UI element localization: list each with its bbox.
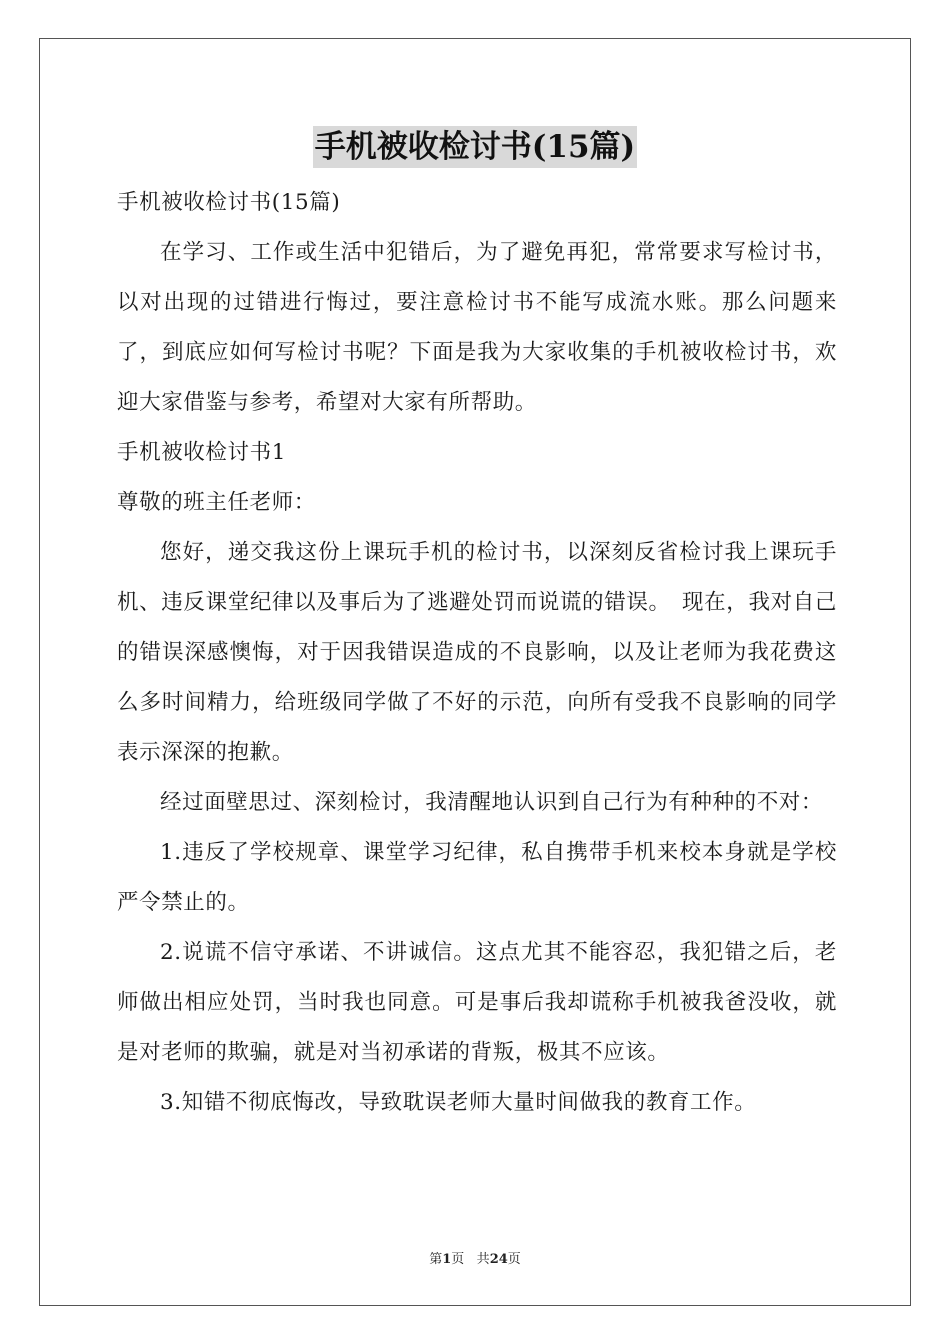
salutation: 尊敬的班主任老师： <box>117 490 316 515</box>
title-container <box>0 126 950 168</box>
total-pages: 24 <box>489 1252 508 1267</box>
section-heading: 手机被收检讨书1 <box>117 440 286 465</box>
list-item-2: 2.说谎不信守承诺、不讲诚信。这点尤其不能容忍，我犯错之后，老师做出相应处罚，当时我也同意。可是事后我却谎称手机被我爸没收，就是对老师的欺骗，就是对当初承诺的背叛，极其不应该。 <box>117 940 837 1065</box>
total-prefix: 共 <box>476 1252 490 1267</box>
document-body <box>117 178 837 1128</box>
list-item-1: 1.违反了学校规章、课堂学习纪律，私自携带手机来校本身就是学校严令禁止的。 <box>117 840 837 915</box>
page-number: 1 <box>442 1252 452 1267</box>
paragraph-reflection: 经过面壁思过、深刻检讨，我清醒地认识到自己行为有种种的不对： <box>160 790 824 815</box>
page-suffix: 页 <box>451 1252 465 1267</box>
total-suffix: 页 <box>507 1252 521 1267</box>
paragraph-subtitle: 手机被收检讨书(15篇) <box>117 190 341 215</box>
paragraph-apology: 您好，递交我这份上课玩手机的检讨书，以深刻反省检讨我上课玩手机、违反课堂纪律以及事后为了逃避处罚而说谎的错误。 现在，我对自己的错误深感懊悔，对于因我错误造成的不良影响，以及让老师为我花费这么多时间精力，给班级同学做了不好的示范，向所有受我不良影响的同学表示深深的抱歉。 <box>117 540 837 765</box>
page-prefix: 第 <box>429 1252 443 1267</box>
paragraph-intro: 在学习、工作或生活中犯错后，为了避免再犯，常常要求写检讨书，以对出现的过错进行悔过，要注意检讨书不能写成流水账。那么问题来了，到底应如何写检讨书呢？下面是我为大家收集的手机被收检讨书，欢迎大家借鉴与参考，希望对大家有所帮助。 <box>117 240 837 415</box>
document-title: 手机被收检讨书(15篇) <box>313 126 637 168</box>
list-item-3: 3.知错不彻底悔改，导致耽误老师大量时间做我的教育工作。 <box>160 1090 757 1115</box>
page-footer <box>0 1248 950 1267</box>
